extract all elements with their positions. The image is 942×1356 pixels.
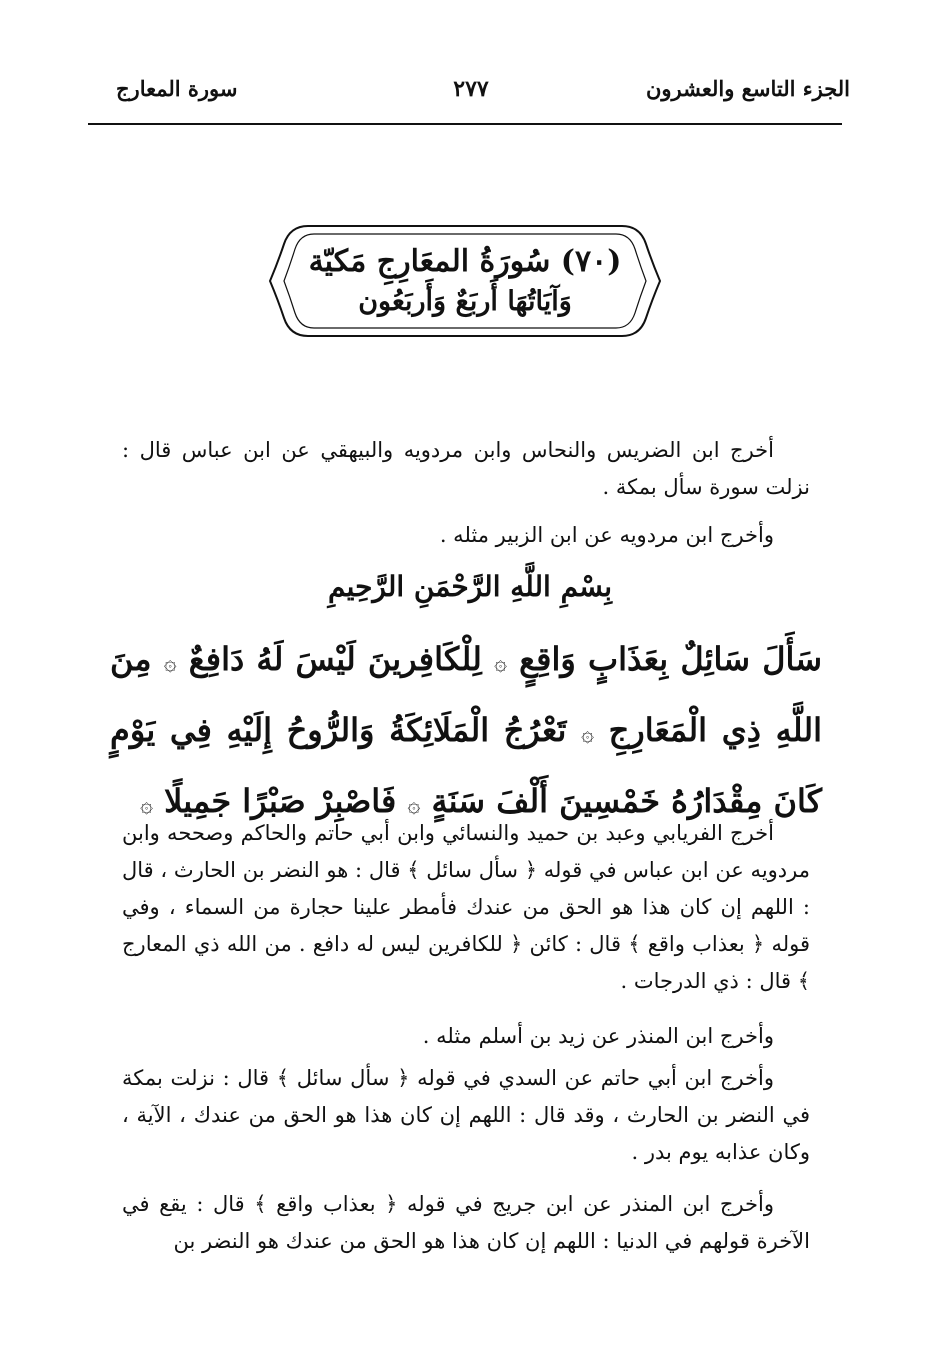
commentary-paragraph-3: وأخرج ابن أبي حاتم عن السدي في قوله ﴿ سأل سائل ﴾ قال : نزلت بمكة في النضر بن الحارث ، وقد قال : اللهم إن كان هذا هو الحق من عندك ، الآية ، وكان عذابه يوم بدر . [122, 1066, 810, 1164]
verse-marker-icon: ۞ [163, 651, 177, 676]
basmala: بِسْمِ اللَّهِ الرَّحْمَنِ الرَّحِيمِ [328, 570, 612, 603]
verse-5: فَاصْبِرْ صَبْرًا جَمِيلًا [164, 782, 397, 820]
page-number: ٢٧٧ [453, 76, 489, 102]
verse-3: مِنَ اللَّهِ ذِي الْمَعَارِجِ [110, 640, 823, 749]
header-rule [88, 123, 842, 125]
verse-2: لِلْكَافِرينَ لَيْسَ لَهُ دَافِعٌ [188, 640, 482, 678]
commentary-paragraph-2: وأخرج ابن المنذر عن زيد بن أسلم مثله . [422, 1024, 774, 1048]
ornamental-frame-icon [268, 222, 662, 340]
verse-4: تَعْرُجُ الْمَلَائِكَةُ وَالرُّوحُ إِلَيْهِ فِي يَوْمٍ كَانَ مِقْدَارُهُ خَمْسِينَ أَلْفَ سَنَةٍ [110, 711, 822, 820]
surah-verse-count: وَآيَاتُهَا أَربَعٌ وَأَربَعُون [358, 286, 572, 317]
quran-verses [110, 626, 822, 839]
verse-marker-icon: ۞ [407, 793, 421, 818]
verse-marker-icon: ۞ [581, 722, 594, 747]
surah-title: (٧٠) سُورَةُ المعَارِجِ مَكيّة [308, 244, 622, 279]
intro-paragraph-1: أخرج ابن الضريس والنحاس وابن مردويه والبيهقي عن ابن عباس قال : نزلت سورة سأل بمكة . [122, 438, 810, 499]
commentary-paragraph-4: وأخرج ابن المنذر عن ابن جريج في قوله ﴿ بعذاب واقع ﴾ قال : يقع في الآخرة قولهم في الدنيا : اللهم إن كان هذا هو الحق من عندك هو النضر بن [122, 1192, 810, 1253]
verse-marker-icon: ۞ [494, 651, 507, 676]
verse-1: سَأَلَ سَائِلٌ بِعَذَابٍ وَاقِعٍ [519, 640, 823, 678]
page-header [92, 76, 850, 116]
commentary-paragraph-1: أخرج الفريابي وعبد بن حميد والنسائي وابن أبي حاتم والحاكم وصححه وابن مردويه عن ابن عباس في قوله ﴿ سأل سائل ﴾ قال : هو النضر بن الحارث ، قال : اللهم إن كان هذا هو الحق من عندك فأمطر علينا حجارة من السماء ، وفي قوله ﴿ بعذاب واقع ﴾ قال : كائن ﴿ للكافرين ليس له دافع . من الله ذي المعارج ﴾ قال : ذي الدرجات . [122, 821, 810, 993]
intro-paragraph-2: وأخرج ابن مردويه عن ابن الزبير مثله . [439, 523, 774, 547]
header-surah: سورة المعارج [116, 76, 238, 101]
surah-title-frame [268, 222, 662, 340]
header-part: الجزء التاسع والعشرون [645, 76, 850, 101]
verse-marker-icon: ۞ [140, 793, 153, 818]
